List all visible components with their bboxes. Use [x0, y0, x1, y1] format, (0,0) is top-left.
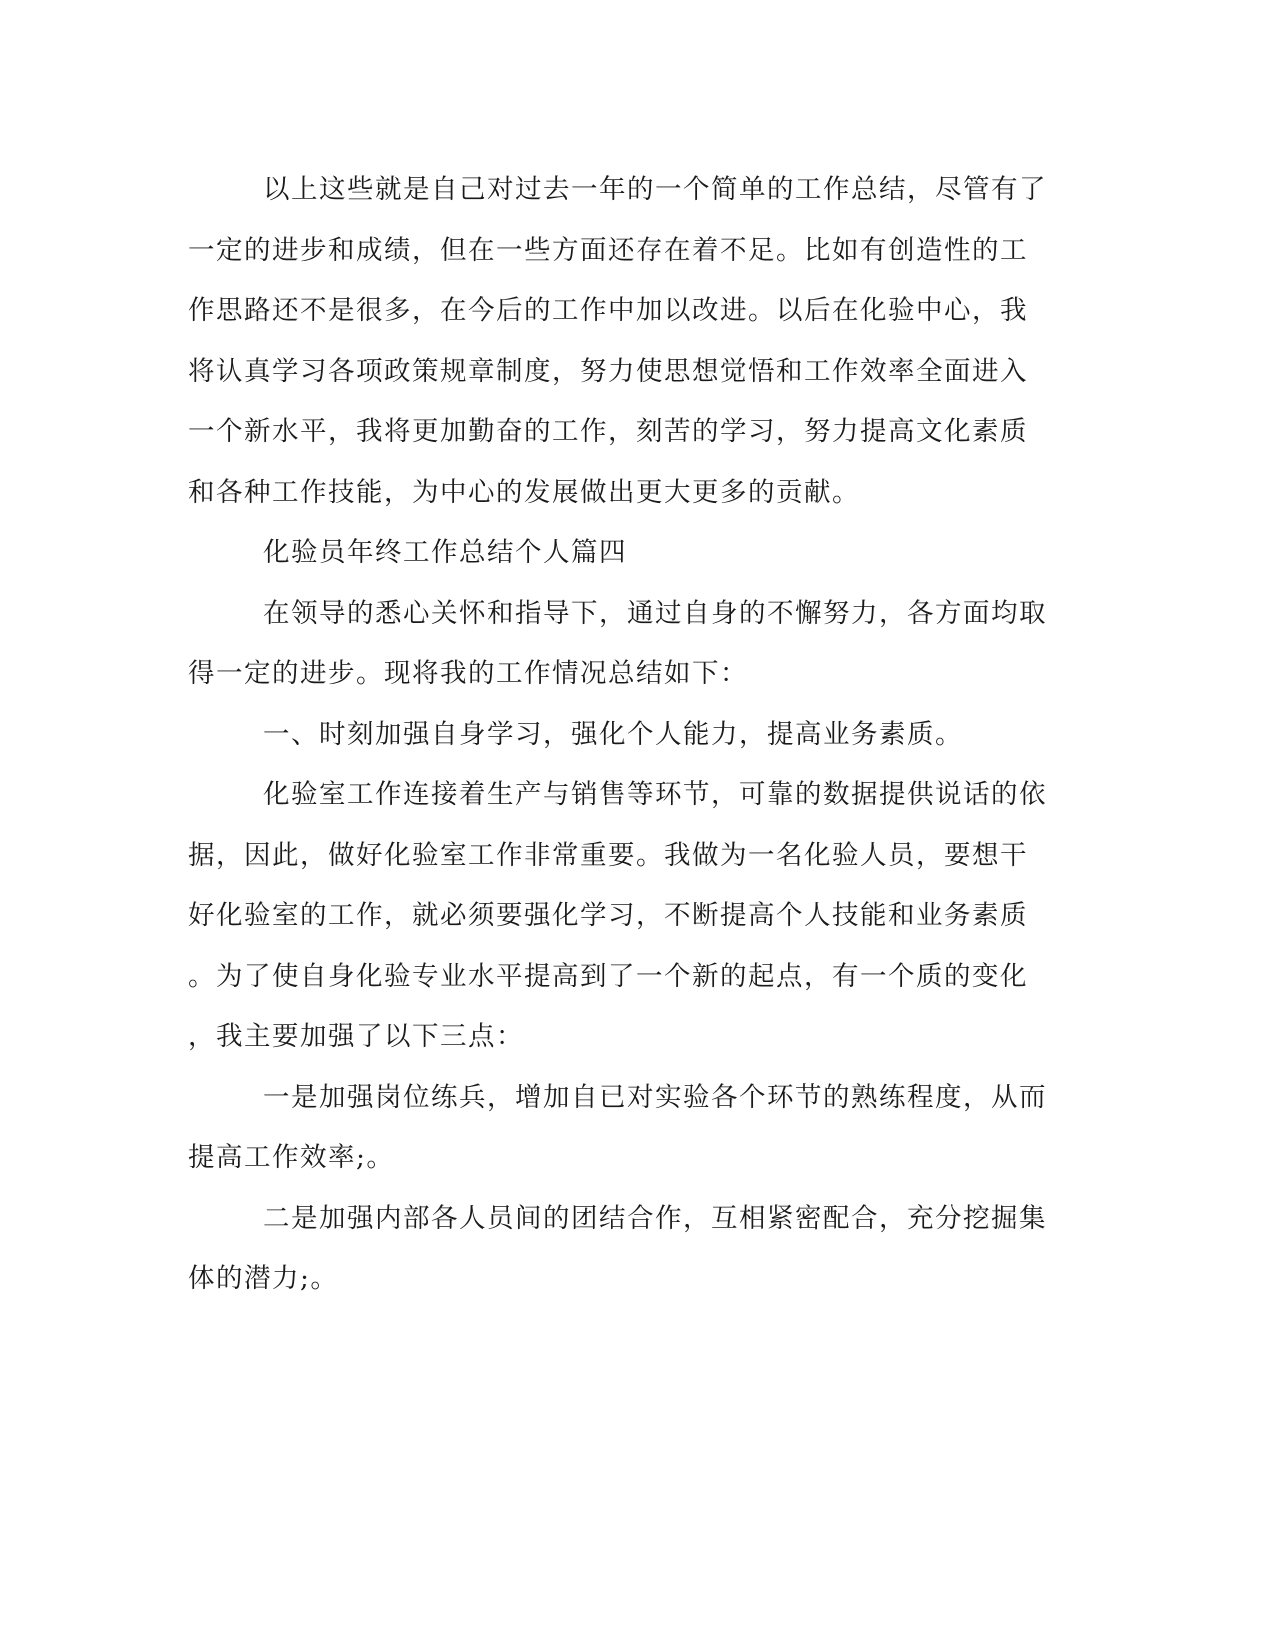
paragraph-line: 体的潜力;。 — [188, 1263, 339, 1294]
paragraph-line: 二是加强内部各人员间的团结合作，互相紧密配合，充分挖掘集 — [263, 1202, 1047, 1234]
subheading-line: 一、时刻加强自身学习，强化个人能力，提高业务素质。 — [263, 718, 963, 750]
section-heading: 化验员年终工作总结个人篇四 — [263, 537, 627, 568]
paragraph-line: 据，因此，做好化验室工作非常重要。我做为一名化验人员，要想干 — [188, 839, 1028, 871]
paragraph-line: 以上这些就是自己对过去一年的一个简单的工作总结，尽管有了 — [263, 174, 1047, 205]
paragraph-line: 一定的进步和成绩，但在一些方面还存在着不足。比如有创造性的工 — [188, 234, 1028, 266]
paragraph-line: 将认真学习各项政策规章制度，努力使思想觉悟和工作效率全面进入 — [188, 355, 1028, 387]
paragraph-line: 作思路还不是很多，在今后的工作中加以改进。以后在化验中心，我 — [188, 295, 1028, 326]
paragraph-line: 和各种工作技能，为中心的发展做出更大更多的贡献。 — [188, 476, 860, 508]
paragraph-line: 好化验室的工作，就必须要强化学习，不断提高个人技能和业务素质 — [188, 900, 1028, 931]
paragraph-line: 化验室工作连接着生产与销售等环节，可靠的数据提供说话的依 — [263, 779, 1047, 810]
document-body — [188, 160, 1068, 1310]
paragraph-line: ，我主要加强了以下三点： — [188, 1021, 524, 1052]
paragraph-line: 。为了使自身化验专业水平提高到了一个新的起点，有一个质的变化 — [188, 960, 1028, 992]
paragraph-line: 得一定的进步。现将我的工作情况总结如下： — [188, 658, 748, 689]
paragraph-line: 提高工作效率;。 — [188, 1142, 395, 1173]
paragraph-line: 一是加强岗位练兵，增加自已对实验各个环节的熟练程度，从而 — [263, 1081, 1047, 1113]
paragraph-line: 在领导的悉心关怀和指导下，通过自身的不懈努力，各方面均取 — [263, 597, 1047, 629]
paragraph-line: 一个新水平，我将更加勤奋的工作，刻苦的学习，努力提高文化素质 — [188, 416, 1028, 447]
